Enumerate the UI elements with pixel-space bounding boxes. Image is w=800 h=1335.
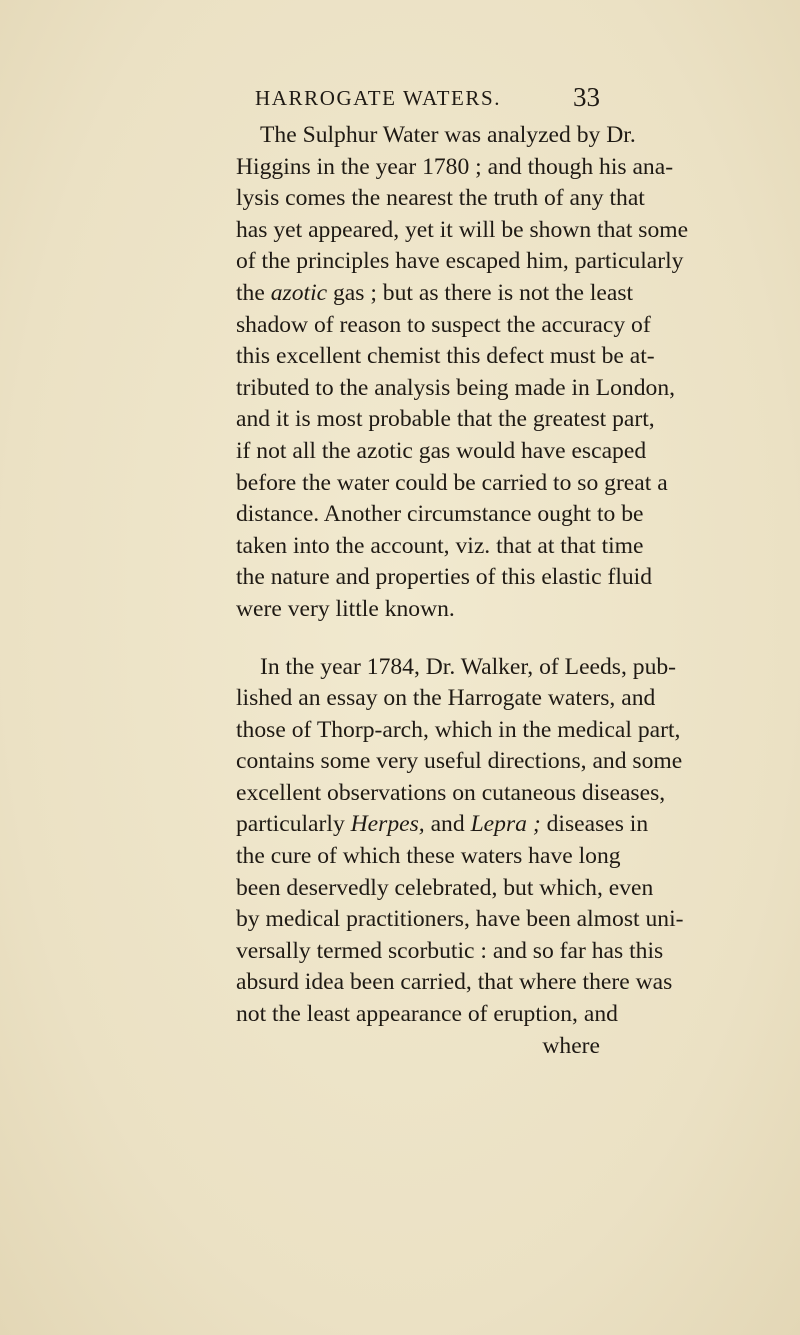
text-line: Higgins in the year 1780 ; and though his ana- [236,153,674,180]
text-line: lysis comes the nearest the truth of any that [236,185,645,212]
text-line: this excellent chemist this defect must be at- [236,343,655,370]
text-line: the cure of which these waters have long [236,843,621,870]
paragraph-gap [236,626,600,652]
italic-term-herpes: Herpes, [350,811,425,838]
text-line: particularly Herpes, and Lepra ; diseases in [236,811,649,838]
text-line: The Sulphur Water was analyzed by Dr. [260,122,636,148]
page-number: 33 [573,82,600,112]
paragraph-2 [236,652,684,1031]
text-line: versally termed scorbutic : and so far has this [236,937,664,964]
text-line: the nature and properties of this elastic fluid [236,564,653,591]
text-line: of the principles have escaped him, particularly [236,248,684,275]
running-title: HARROGATE WATERS. [255,86,502,110]
text-line: has yet appeared, yet it will be shown that some [236,216,689,243]
paragraph-1 [236,120,689,626]
text-line: not the least appearance of eruption, and [236,1001,618,1028]
text-line: absurd idea been carried, that where there was [236,969,673,996]
text-line: tributed to the analysis being made in London, [236,374,676,401]
text-line: been deservedly celebrated, but which, even [236,874,654,901]
body-text [236,120,689,1062]
text-line: and it is most probable that the greatest part, [236,406,655,433]
italic-term-azotic: azotic [270,279,328,306]
text-line: those of Thorp-arch, which in the medical part, [236,716,681,743]
text-line: the azotic gas ; but as there is not the least [236,279,634,306]
catchword: where [542,1032,600,1059]
text-line: contains some very useful directions, and some [236,748,683,775]
italic-term-lepra: Lepra ; [470,811,541,838]
text-line: were very little known. [236,595,455,622]
text-line: before the water could be carried to so great a [236,469,668,496]
text-line: distance. Another circumstance ought to be [236,501,644,528]
text-line: if not all the azotic gas would have escaped [236,437,647,464]
text-line: taken into the account, viz. that at that time [236,532,644,559]
text-line: In the year 1784, Dr. Walker, of Leeds, pub- [260,653,677,680]
text-line: by medical practitioners, have been almost uni- [236,906,684,933]
text-line: excellent observations on cutaneous diseases, [236,779,666,806]
text-line: lished an essay on the Harrogate waters, and [236,685,656,712]
text-line: shadow of reason to suspect the accuracy of [236,311,651,338]
